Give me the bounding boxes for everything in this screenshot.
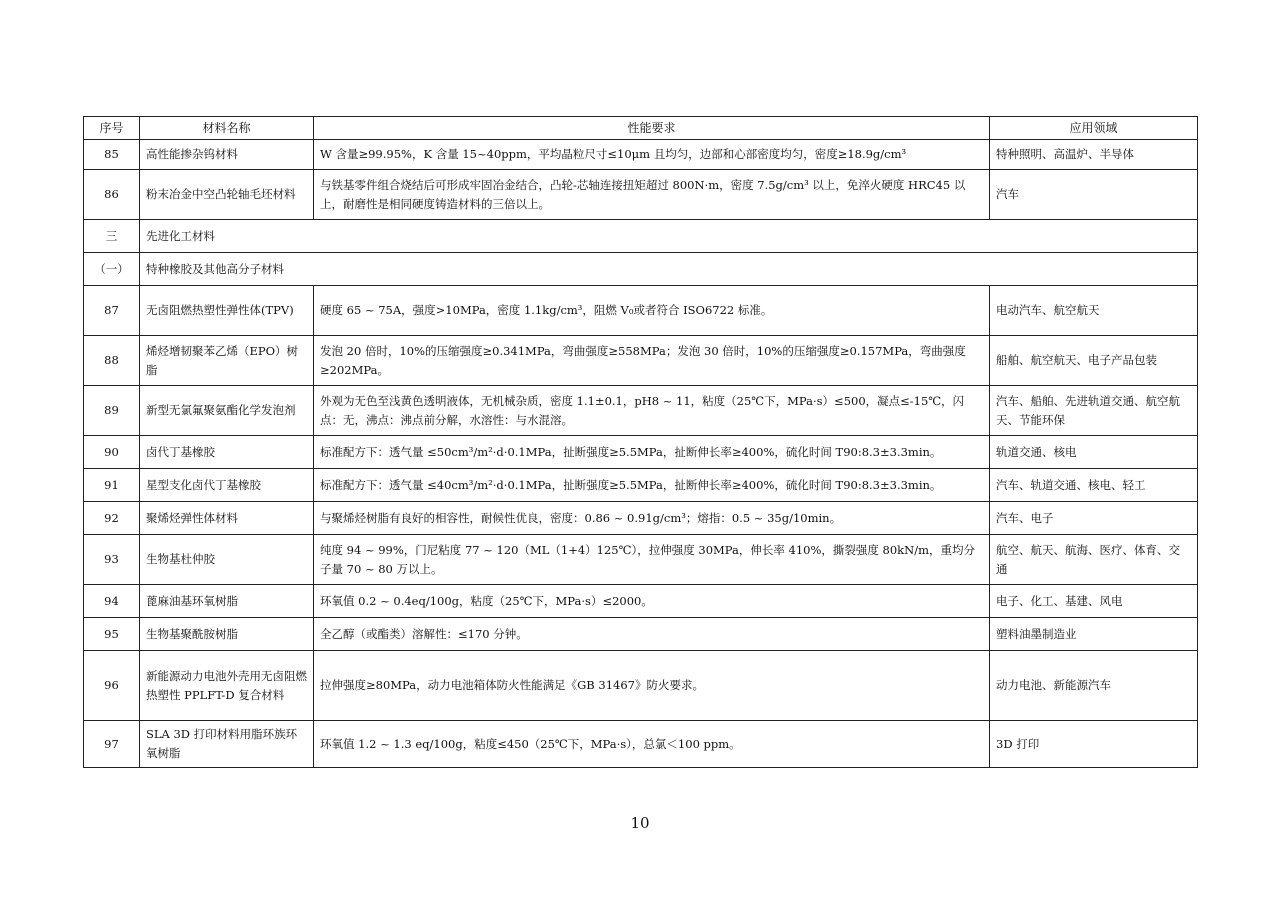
cell-no: 91: [84, 469, 140, 502]
cell-requirement: 标准配方下：透气量 ≤40cm³/m²·d·0.1MPa，扯断强度≥5.5MPa，扯断伸长率≥400%，硫化时间 T90:8.3±3.3min。: [314, 469, 990, 502]
cell-no: 87: [84, 286, 140, 336]
cell-requirement: 发泡 20 倍时，10%的压缩强度≥0.341MPa，弯曲强度≥558MPa；发泡 30 倍时，10%的压缩强度≥0.157MPa，弯曲强度≥202MPa。: [314, 336, 990, 386]
cell-no: 93: [84, 535, 140, 585]
cell-application: 汽车、电子: [990, 502, 1198, 535]
table-row: [84, 651, 1198, 721]
section-title: 先进化工材料: [140, 220, 1198, 253]
cell-name: 新型无氯氟聚氨酯化学发泡剂: [140, 386, 314, 436]
cell-requirement: 全乙醇（或酯类）溶解性：≤170 分钟。: [314, 618, 990, 651]
cell-no: 94: [84, 585, 140, 618]
cell-name: 卤代丁基橡胶: [140, 436, 314, 469]
cell-name: 生物基聚酰胺树脂: [140, 618, 314, 651]
cell-application: 轨道交通、核电: [990, 436, 1198, 469]
cell-name: 星型支化卤代丁基橡胶: [140, 469, 314, 502]
cell-name: SLA 3D 打印材料用脂环族环氧树脂: [140, 721, 314, 768]
table-row: [84, 585, 1198, 618]
cell-no: 85: [84, 140, 140, 170]
cell-name: 烯烃增韧聚苯乙烯（EPO）树脂: [140, 336, 314, 386]
cell-requirement: 纯度 94 ~ 99%，门尼粘度 77 ~ 120（ML（1+4）125℃），拉伸强度 30MPa，伸长率 410%，撕裂强度 80kN/m，重均分子量 70 ~ 80 万以上。: [314, 535, 990, 585]
table-row: [84, 386, 1198, 436]
cell-requirement: 标准配方下：透气量 ≤50cm³/m²·d·0.1MPa，扯断强度≥5.5MPa，扯断伸长率≥400%，硫化时间 T90:8.3±3.3min。: [314, 436, 990, 469]
cell-no: 97: [84, 721, 140, 768]
page-number: 10: [630, 814, 650, 832]
cell-application: 汽车: [990, 170, 1198, 220]
table-row: [84, 469, 1198, 502]
table-row: [84, 140, 1198, 170]
header-no: 序号: [84, 117, 140, 140]
cell-no: 92: [84, 502, 140, 535]
table-row: [84, 721, 1198, 768]
cell-no: 95: [84, 618, 140, 651]
table-row: [84, 170, 1198, 220]
table-row: [84, 618, 1198, 651]
cell-application: 汽车、船舶、先进轨道交通、航空航天、节能环保: [990, 386, 1198, 436]
cell-no: 89: [84, 386, 140, 436]
cell-no: 90: [84, 436, 140, 469]
cell-requirement: W 含量≥99.95%，K 含量 15~40ppm，平均晶粒尺寸≤10μm 且均匀，边部和心部密度均匀，密度≥18.9g/cm³: [314, 140, 990, 170]
cell-name: 高性能掺杂钨材料: [140, 140, 314, 170]
cell-name: 蓖麻油基环氧树脂: [140, 585, 314, 618]
cell-application: 3D 打印: [990, 721, 1198, 768]
cell-requirement: 与铁基零件组合烧结后可形成牢固冶金结合，凸轮-芯轴连接扭矩超过 800N·m，密度 7.5g/cm³ 以上，免淬火硬度 HRC45 以上，耐磨性是相同硬度铸造材料的三倍以上。: [314, 170, 990, 220]
cell-requirement: 拉伸强度≥80MPa，动力电池箱体防火性能满足《GB 31467》防火要求。: [314, 651, 990, 721]
cell-requirement: 外观为无色至浅黄色透明液体，无机械杂质，密度 1.1±0.1，pH8 ~ 11，粘度（25℃下，MPa·s）≤500，凝点≤-15℃，闪点：无，沸点：沸点前分解，水溶性：与水混溶。: [314, 386, 990, 436]
cell-application: 电动汽车、航空航天: [990, 286, 1198, 336]
cell-requirement: 环氧值 0.2 ~ 0.4eq/100g，粘度（25℃下，MPa·s）≤2000。: [314, 585, 990, 618]
cell-application: 电子、化工、基建、风电: [990, 585, 1198, 618]
cell-application: 特种照明、高温炉、半导体: [990, 140, 1198, 170]
cell-no: （一）: [84, 253, 140, 286]
cell-no: 88: [84, 336, 140, 386]
cell-name: 新能源动力电池外壳用无卤阻燃热塑性 PPLFT-D 复合材料: [140, 651, 314, 721]
header-name: 材料名称: [140, 117, 314, 140]
header-application: 应用领域: [990, 117, 1198, 140]
cell-requirement: 硬度 65 ~ 75A，强度>10MPa，密度 1.1kg/cm³，阻燃 V₀或者符合 ISO6722 标准。: [314, 286, 990, 336]
section-row: [84, 220, 1198, 253]
table-row: [84, 336, 1198, 386]
cell-name: 生物基杜仲胶: [140, 535, 314, 585]
table-body: [84, 140, 1198, 768]
table-header-row: [84, 117, 1198, 140]
header-requirement: 性能要求: [314, 117, 990, 140]
cell-requirement: 环氧值 1.2 ~ 1.3 eq/100g，粘度≤450（25℃下，MPa·s），总氯＜100 ppm。: [314, 721, 990, 768]
table-row: [84, 502, 1198, 535]
materials-table: [83, 116, 1198, 768]
cell-no: 96: [84, 651, 140, 721]
cell-requirement: 与聚烯烃树脂有良好的相容性，耐候性优良，密度：0.86 ~ 0.91g/cm³；熔指：0.5 ~ 35g/10min。: [314, 502, 990, 535]
cell-name: 粉末冶金中空凸轮轴毛坯材料: [140, 170, 314, 220]
section-title: 特种橡胶及其他高分子材料: [140, 253, 1198, 286]
cell-name: 无卤阻燃热塑性弹性体(TPV): [140, 286, 314, 336]
cell-application: 航空、航天、航海、医疗、体育、交通: [990, 535, 1198, 585]
cell-application: 塑料油墨制造业: [990, 618, 1198, 651]
table-row: [84, 286, 1198, 336]
cell-no: 86: [84, 170, 140, 220]
cell-no: 三: [84, 220, 140, 253]
table-row: [84, 436, 1198, 469]
cell-application: 船舶、航空航天、电子产品包装: [990, 336, 1198, 386]
section-row: [84, 253, 1198, 286]
table-row: [84, 535, 1198, 585]
cell-application: 汽车、轨道交通、核电、轻工: [990, 469, 1198, 502]
cell-application: 动力电池、新能源汽车: [990, 651, 1198, 721]
cell-name: 聚烯烃弹性体材料: [140, 502, 314, 535]
